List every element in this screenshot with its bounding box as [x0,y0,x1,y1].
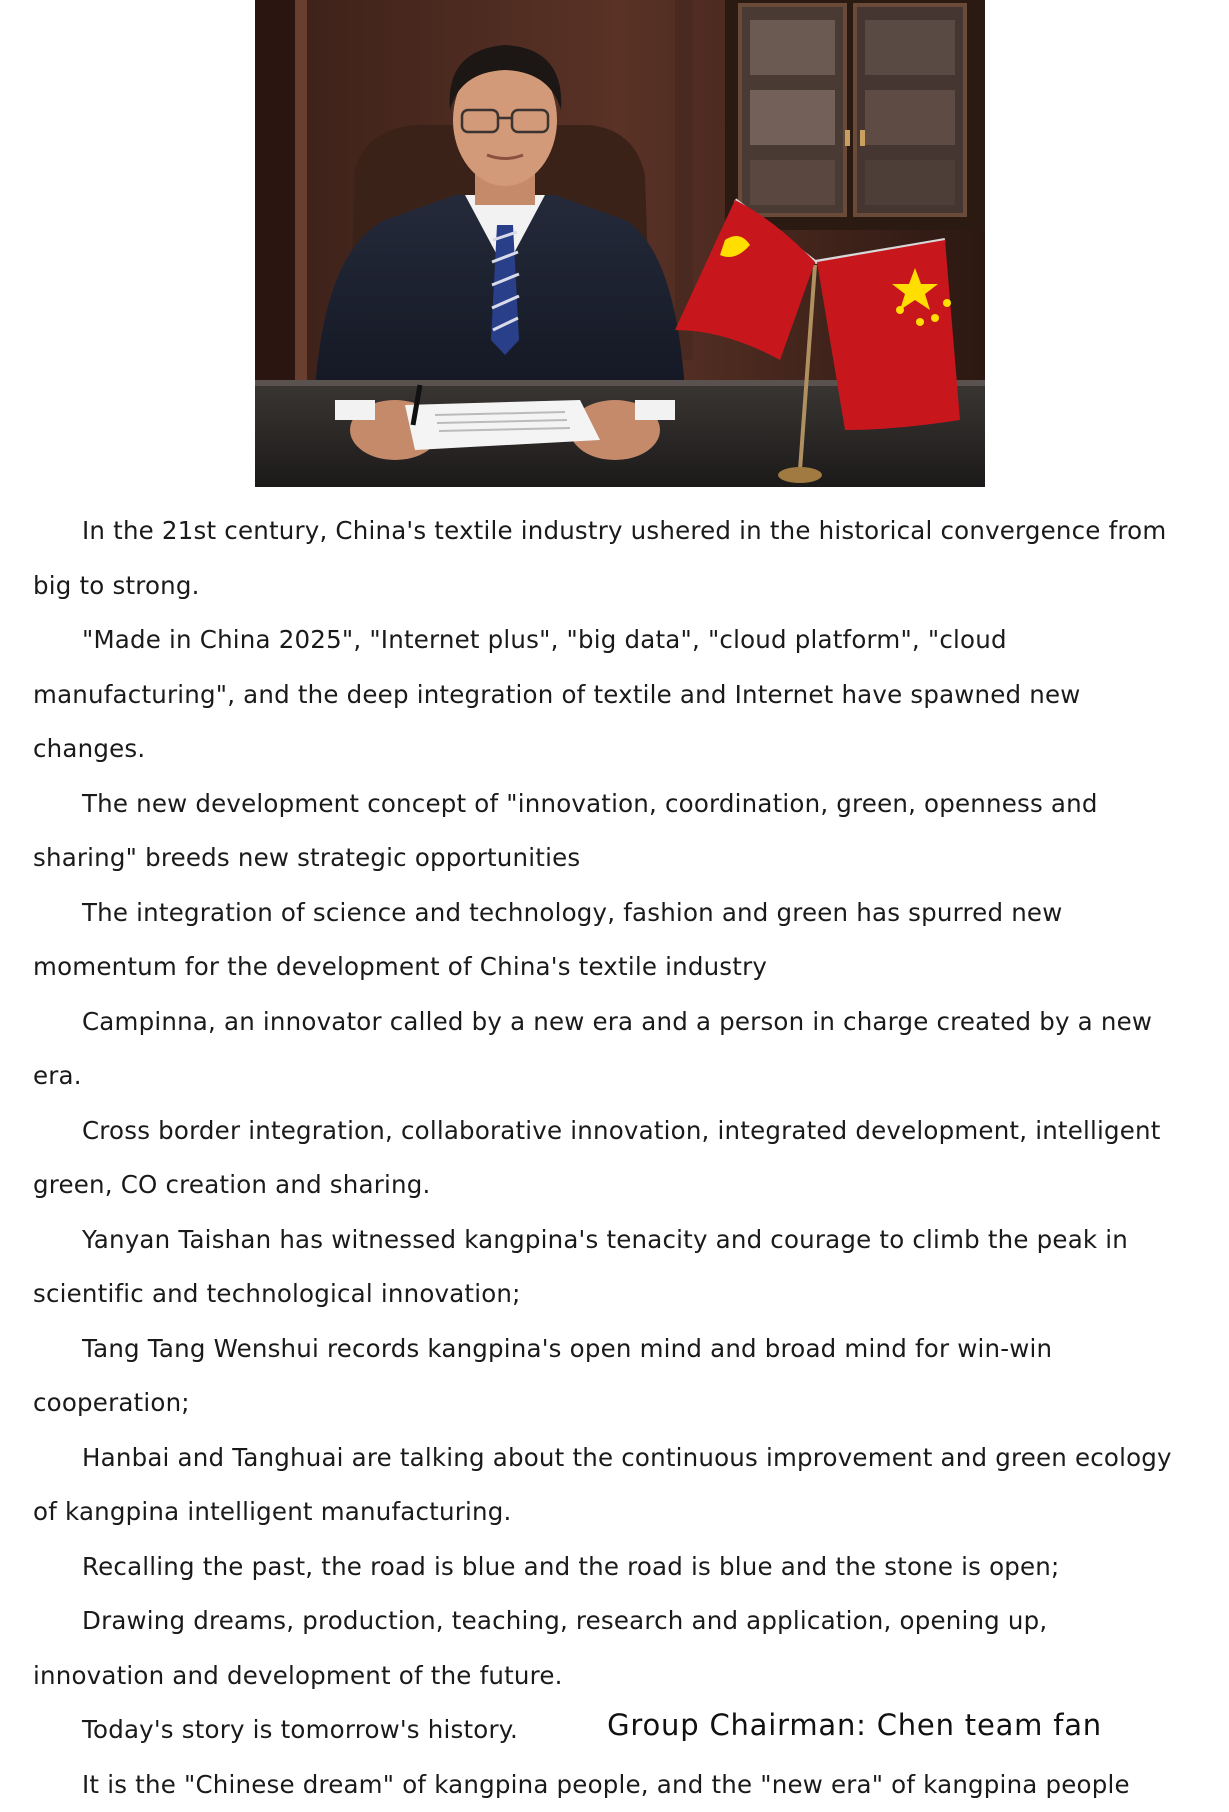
paragraph: Campinna, an innovator called by a new era and a person in charge created by a new era. [33,995,1183,1104]
paragraph: Today's story is tomorrow's history. [33,1703,1183,1758]
paragraph: Cross border integration, collaborative innovation, integrated development, intelligent green, CO creation and sharing. [33,1104,1183,1213]
paragraph: Drawing dreams, production, teaching, research and application, opening up, innovation and development of the future. [33,1594,1183,1703]
paragraph: Tang Tang Wenshui records kangpina's open mind and broad mind for win-win cooperation; [33,1322,1183,1431]
chairman-signature: Group Chairman: Chen team fan [0,1705,1102,1745]
message-body [33,504,1183,1812]
chairman-photo [255,0,985,487]
paragraph: It is the "Chinese dream" of kangpina people, and the "new era" of kangpina people [33,1758,1183,1812]
paragraph: The integration of science and technology, fashion and green has spurred new momentum for the development of China's textile industry [33,886,1183,995]
paragraph: "Made in China 2025", "Internet plus", "big data", "cloud platform", "cloud manufacturing", and the deep integration of textile and Internet have spawned new changes. [33,613,1183,777]
paragraph: Recalling the past, the road is blue and the road is blue and the stone is open; [33,1540,1183,1595]
paragraph: Hanbai and Tanghuai are talking about the continuous improvement and green ecology of kangpina intelligent manufacturing. [33,1431,1183,1540]
portrait-illustration [255,0,985,487]
bookcase [725,0,985,230]
paragraph: The new development concept of "innovation, coordination, green, openness and sharing" breeds new strategic opportunities [33,777,1183,886]
paragraph: Yanyan Taishan has witnessed kangpina's tenacity and courage to climb the peak in scientific and technological innovation; [33,1213,1183,1322]
paragraph: In the 21st century, China's textile industry ushered in the historical convergence from big to strong. [33,504,1183,613]
